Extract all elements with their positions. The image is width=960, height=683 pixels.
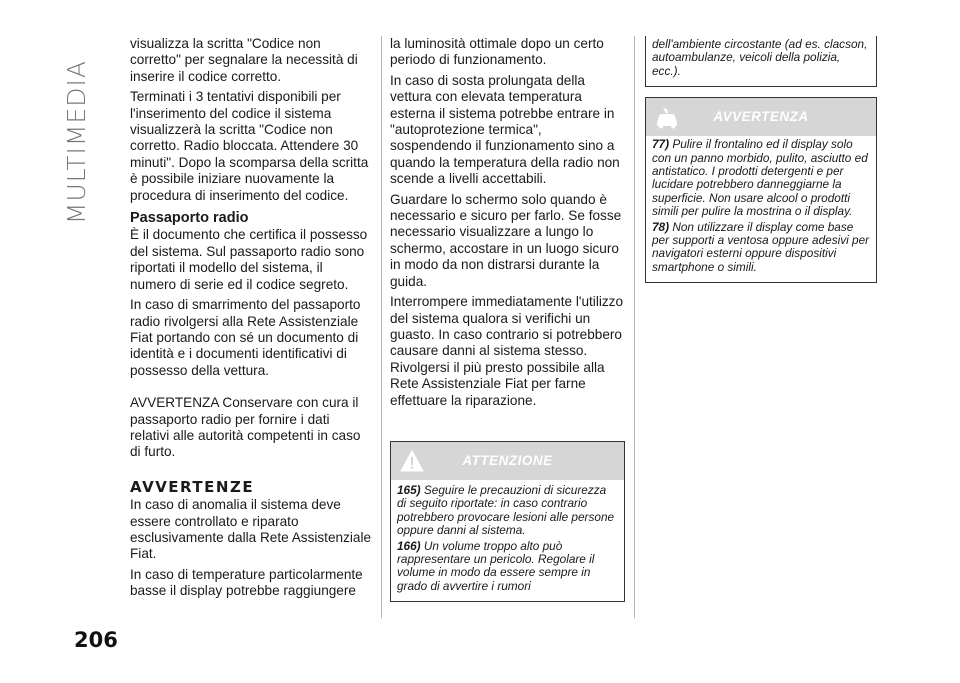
avvertenza-box — [645, 97, 877, 283]
avvertenza-title: AVVERTENZA — [713, 109, 809, 125]
note-number: 78) — [652, 219, 670, 234]
page-number: 206 — [74, 628, 118, 652]
note-item — [652, 138, 870, 218]
column-divider — [381, 36, 382, 618]
note-item — [652, 221, 870, 275]
paragraph: AVVERTENZA Conservare con cura il passaporto radio per fornire i dati relativi alle autorità competenti in caso di furto. — [130, 395, 361, 460]
continuation-box — [645, 36, 877, 87]
note-number: 166) — [397, 538, 421, 553]
heading-avvertenze: AVVERTENZE — [130, 477, 255, 496]
note-text: Pulire il frontalino ed il display solo con un panno morbido, pulito, asciutto ed antistatico. I prodotti detergenti e per lucidare potrebbero danneggiarne la superficie. Non usare alcool o prodotti simili per pulire la mostrina o il display. — [652, 137, 868, 219]
paragraph: Terminati i 3 tentativi disponibili per l'inserimento del codice il sistema visualizzerà la scritta "Codice non corretto. Radio bloccata. Attendere 30 minuti". Dopo la scomparsa della scritta è possibile iniziare nuovamente la procedura di inserimento del codice. — [130, 89, 369, 203]
paragraph: In caso di sosta prolungata della vettura con elevata temperatura esterna il sistema potrebbe entrare in "autoprotezione termica", sospendendo il funzionamento sino a quando la temperatura della radio non scende a livelli accettabili. — [390, 72, 620, 187]
paragraph: È il documento che certifica il possesso del sistema. Sul passaporto radio sono riportati il modello del sistema, il numero di serie ed il codice segreto. — [130, 227, 368, 292]
column-divider — [634, 36, 635, 618]
note-number: 165) — [397, 482, 421, 497]
paragraph: la luminosità ottimale dopo un certo periodo di funzionamento. — [390, 36, 604, 68]
avvertenza-body — [646, 136, 876, 282]
attenzione-box — [390, 441, 625, 602]
note-text: dell'ambiente circostante (ad es. clacson, autoambulanze, veicoli della polizia, ecc.). — [652, 37, 868, 78]
note-item — [397, 484, 618, 538]
car-hand-icon — [654, 105, 680, 129]
column-2 — [390, 36, 625, 602]
attenzione-title: ATTENZIONE — [462, 452, 553, 468]
avvertenza-header — [646, 98, 876, 136]
paragraph: Guardare lo schermo solo quando è necessario e sicuro per farlo. Se fosse necessario visualizzare a lungo lo schermo, accostare in un luogo sicuro in modo da non distrarsi durante la guida. — [390, 191, 622, 289]
paragraph: In caso di temperature particolarmente basse il display potrebbe raggiungere — [130, 566, 363, 599]
note-text: Seguire le precauzioni di sicurezza di seguito riportate: in caso contrario potrebbero provocare lesioni alle persone oppure danni al sistema. — [397, 482, 615, 538]
heading-passaporto-radio: Passaporto radio — [130, 210, 249, 227]
section-title: MULTIMEDIA — [62, 60, 91, 225]
attenzione-body — [391, 480, 624, 601]
paragraph: visualizza la scritta "Codice non corretto" per segnalare la necessità di inserire il codice corretto. — [130, 36, 358, 84]
paragraph: In caso di smarrimento del passaporto radio rivolgersi alla Rete Assistenziale Fiat portando con sé un documento di identità e i documenti identificativi di possesso della vettura. — [130, 297, 361, 378]
column-1 — [130, 36, 372, 604]
warning-triangle-icon — [399, 449, 425, 473]
attenzione-header — [391, 442, 624, 480]
paragraph: Interrompere immediatamente l'utilizzo del sistema qualora si verifichi un guasto. In caso contrario si potrebbero causare danni al sistema stesso. Rivolgersi il più presto possibile alla Rete Assistenziale Fiat per farne effettuare la riparazione. — [390, 294, 624, 408]
note-item — [397, 540, 618, 594]
note-text: Non utilizzare il display come base per supporti a ventosa oppure adesivi per navigatori esterni oppure dispositivi smartphone o simili. — [652, 219, 870, 274]
continuation-body — [646, 36, 876, 86]
paragraph: In caso di anomalia il sistema deve essere controllato e riparato esclusivamente dalla Rete Assistenziale Fiat. — [130, 497, 372, 562]
column-3 — [645, 36, 877, 283]
note-number: 77) — [652, 137, 670, 152]
note-text: Un volume troppo alto può rappresentare un pericolo. Regolare il volume in modo da essere sempre in grado di avvertire i rumori — [397, 538, 595, 593]
